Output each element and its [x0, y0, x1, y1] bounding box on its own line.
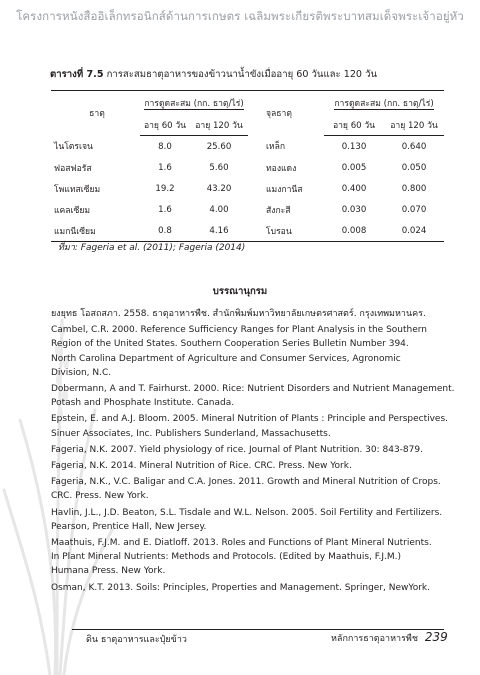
- reference-line: Cambel, C.R. 2000. Reference Sufficiency Ranges for Plant Analysis in the Southern: [51, 325, 428, 336]
- macro-name: ไนโตรเจน: [54, 142, 93, 153]
- macro-name: แคลเซียม: [54, 205, 91, 216]
- table-caption-label: ตารางที่ 7.5: [50, 69, 104, 80]
- reference-line: Potash and Phosphate Institute. Canada.: [51, 398, 235, 409]
- micro-120: 0.024: [384, 220, 444, 242]
- macro-120: 4.16: [190, 220, 248, 242]
- sub-120-days: อายุ 120 วัน: [190, 114, 248, 136]
- macro-120: 4.00: [209, 204, 229, 215]
- reference-line: Havlin, J.L., J.D. Beaton, S.L. Tisdale and W.L. Nelson. 2005. Soil Fertility and Fertilizers.: [51, 507, 443, 518]
- reference-entry: [51, 307, 455, 321]
- micro-60: 0.030: [341, 204, 367, 215]
- reference-line: Division, N.C.: [51, 367, 112, 378]
- reference-line: Sinuer Associates, Inc. Publishers Sunderland, Massachusetts.: [51, 428, 331, 439]
- micro-60: 0.005: [341, 162, 367, 173]
- reference-entry: [51, 443, 455, 457]
- macro-60: 19.2: [155, 183, 175, 194]
- nutrient-uptake-table: [51, 90, 444, 242]
- micro-name: โบรอน: [248, 220, 324, 242]
- micro-120: 0.070: [401, 204, 427, 215]
- table-source-note: ที่มา: Fageria et al. (2011); Fageria (2014): [58, 243, 246, 253]
- micro-name: สังกะสี: [266, 205, 291, 216]
- reference-line: In Plant Mineral Nutrients: Methods and Protocols. (Edited by Maathuis, F.J.M.): [51, 552, 401, 563]
- reference-line: North Carolina Department of Agriculture and Consumer Services, Agronomic: [51, 353, 401, 364]
- micro-120: 0.640: [401, 141, 427, 152]
- micro-120: 0.050: [401, 162, 427, 173]
- page-number: 239: [424, 630, 448, 644]
- sub-120-days-micro: อายุ 120 วัน: [384, 114, 444, 136]
- macro-60: 8.0: [158, 141, 172, 152]
- reference-entry: [51, 412, 455, 440]
- sub-60-days-micro: อายุ 60 วัน: [324, 114, 384, 136]
- table-row: [51, 178, 444, 199]
- micro-60: 0.400: [341, 183, 367, 194]
- micro-name: แมงกานีส: [266, 184, 303, 195]
- references-list: [51, 307, 455, 597]
- table-row: [51, 157, 444, 178]
- reference-entry: [51, 581, 455, 595]
- references-title: บรรณานุกรม: [212, 286, 268, 297]
- reference-line: CRC. Press. New York.: [51, 491, 149, 502]
- reference-line: Osman, K.T. 2013. Soils: Principles, Properties and Management. Springer, NewYork.: [51, 582, 430, 593]
- table-header-row: [51, 91, 444, 115]
- micro-60: 0.130: [341, 141, 367, 152]
- micro-name: เหล็ก: [266, 142, 286, 153]
- micro-120: 0.800: [401, 183, 427, 194]
- macro-120: 25.60: [206, 141, 232, 152]
- col-element-header: ธาตุ: [51, 91, 140, 136]
- reference-line: Epstein, E. and A.J. Bloom. 2005. Mineral Nutrition of Plants : Principle and Perspectives.: [51, 414, 449, 425]
- macro-60: 0.8: [140, 220, 190, 242]
- reference-line: Fageria, N.K., V.C. Baligar and C.A. Jones. 2011. Growth and Mineral Nutrition of Crops.: [51, 477, 441, 488]
- table-row: [51, 220, 444, 242]
- reference-line: Maathuis, F.J.M. and E. Diatloff. 2013. Roles and Functions of Plant Mineral Nutrients.: [51, 538, 432, 549]
- col-micro-uptake-header: [324, 91, 444, 115]
- reference-line: Humana Press. New York.: [51, 566, 166, 577]
- col-micro-uptake-label: การดูดสะสม (กก. ธาตุ/ไร่): [334, 98, 434, 109]
- reference-line: Dobermann, A and T. Fairhurst. 2000. Rice: Nutrient Disorders and Nutrient Management.: [51, 384, 455, 395]
- reference-line: Region of the United States. Southern Cooperation Series Bulletin Number 394.: [51, 339, 409, 350]
- macro-60: 1.6: [158, 204, 172, 215]
- reference-entry: [51, 536, 455, 579]
- table-row: [51, 136, 444, 158]
- footer-book-title: ดิน ธาตุอาหารและปุ๋ยข้าว: [86, 635, 187, 645]
- macro-120: 5.60: [209, 162, 229, 173]
- sub-60-days: อายุ 60 วัน: [140, 114, 190, 136]
- col-uptake-label: การดูดสะสม (กก. ธาตุ/ไร่): [144, 98, 244, 109]
- macro-60: 1.6: [158, 162, 172, 173]
- footer-chapter-title: หลักการธาตุอาหารพืช: [331, 634, 418, 644]
- reference-entry: [51, 459, 455, 473]
- table-caption-text: การสะสมธาตุอาหารของข้าวนาน้ำขังเมื่ออายุ 60 วันและ 120 วัน: [106, 69, 378, 80]
- table-caption: [50, 67, 377, 82]
- reference-line: ยงยุทธ โอสถสภา. 2558. ธาตุอาหารพืช. สำนักพิมพ์มหาวิทยาลัยเกษตรศาสตร์. กรุงเทพมหานคร.: [51, 309, 426, 319]
- col-micro-element-header: จุลธาตุ: [248, 91, 324, 136]
- micro-name: ทองแดง: [266, 163, 297, 174]
- macro-name: แมกนีเซียม: [51, 220, 140, 242]
- reference-line: Fageria, N.K. 2007. Yield physiology of rice. Journal of Plant Nutrition. 30: 843-879.: [51, 444, 423, 455]
- running-head: โครงการหนังสืออิเล็กทรอนิกส์ด้านการเกษตร เฉลิมพระเกียรติพระบาทสมเด็จพระเจ้าอยู่หัว: [16, 9, 464, 23]
- micro-60: 0.008: [324, 220, 384, 242]
- macro-120: 43.20: [206, 183, 232, 194]
- reference-entry: [51, 323, 455, 380]
- table-row: [51, 199, 444, 220]
- reference-line: Fageria, N.K. 2014. Mineral Nutrition of Rice. CRC. Press. New York.: [51, 461, 352, 472]
- reference-entry: [51, 475, 455, 503]
- footer-chapter: [331, 630, 448, 645]
- col-uptake-header: [140, 91, 248, 115]
- macro-name: โพแทสเซียม: [54, 184, 101, 195]
- reference-entry: [51, 382, 455, 410]
- reference-line: Pearson, Prentice Hall, New Jersey.: [51, 521, 207, 532]
- reference-entry: [51, 506, 455, 534]
- macro-name: ฟอสฟอรัส: [54, 163, 92, 174]
